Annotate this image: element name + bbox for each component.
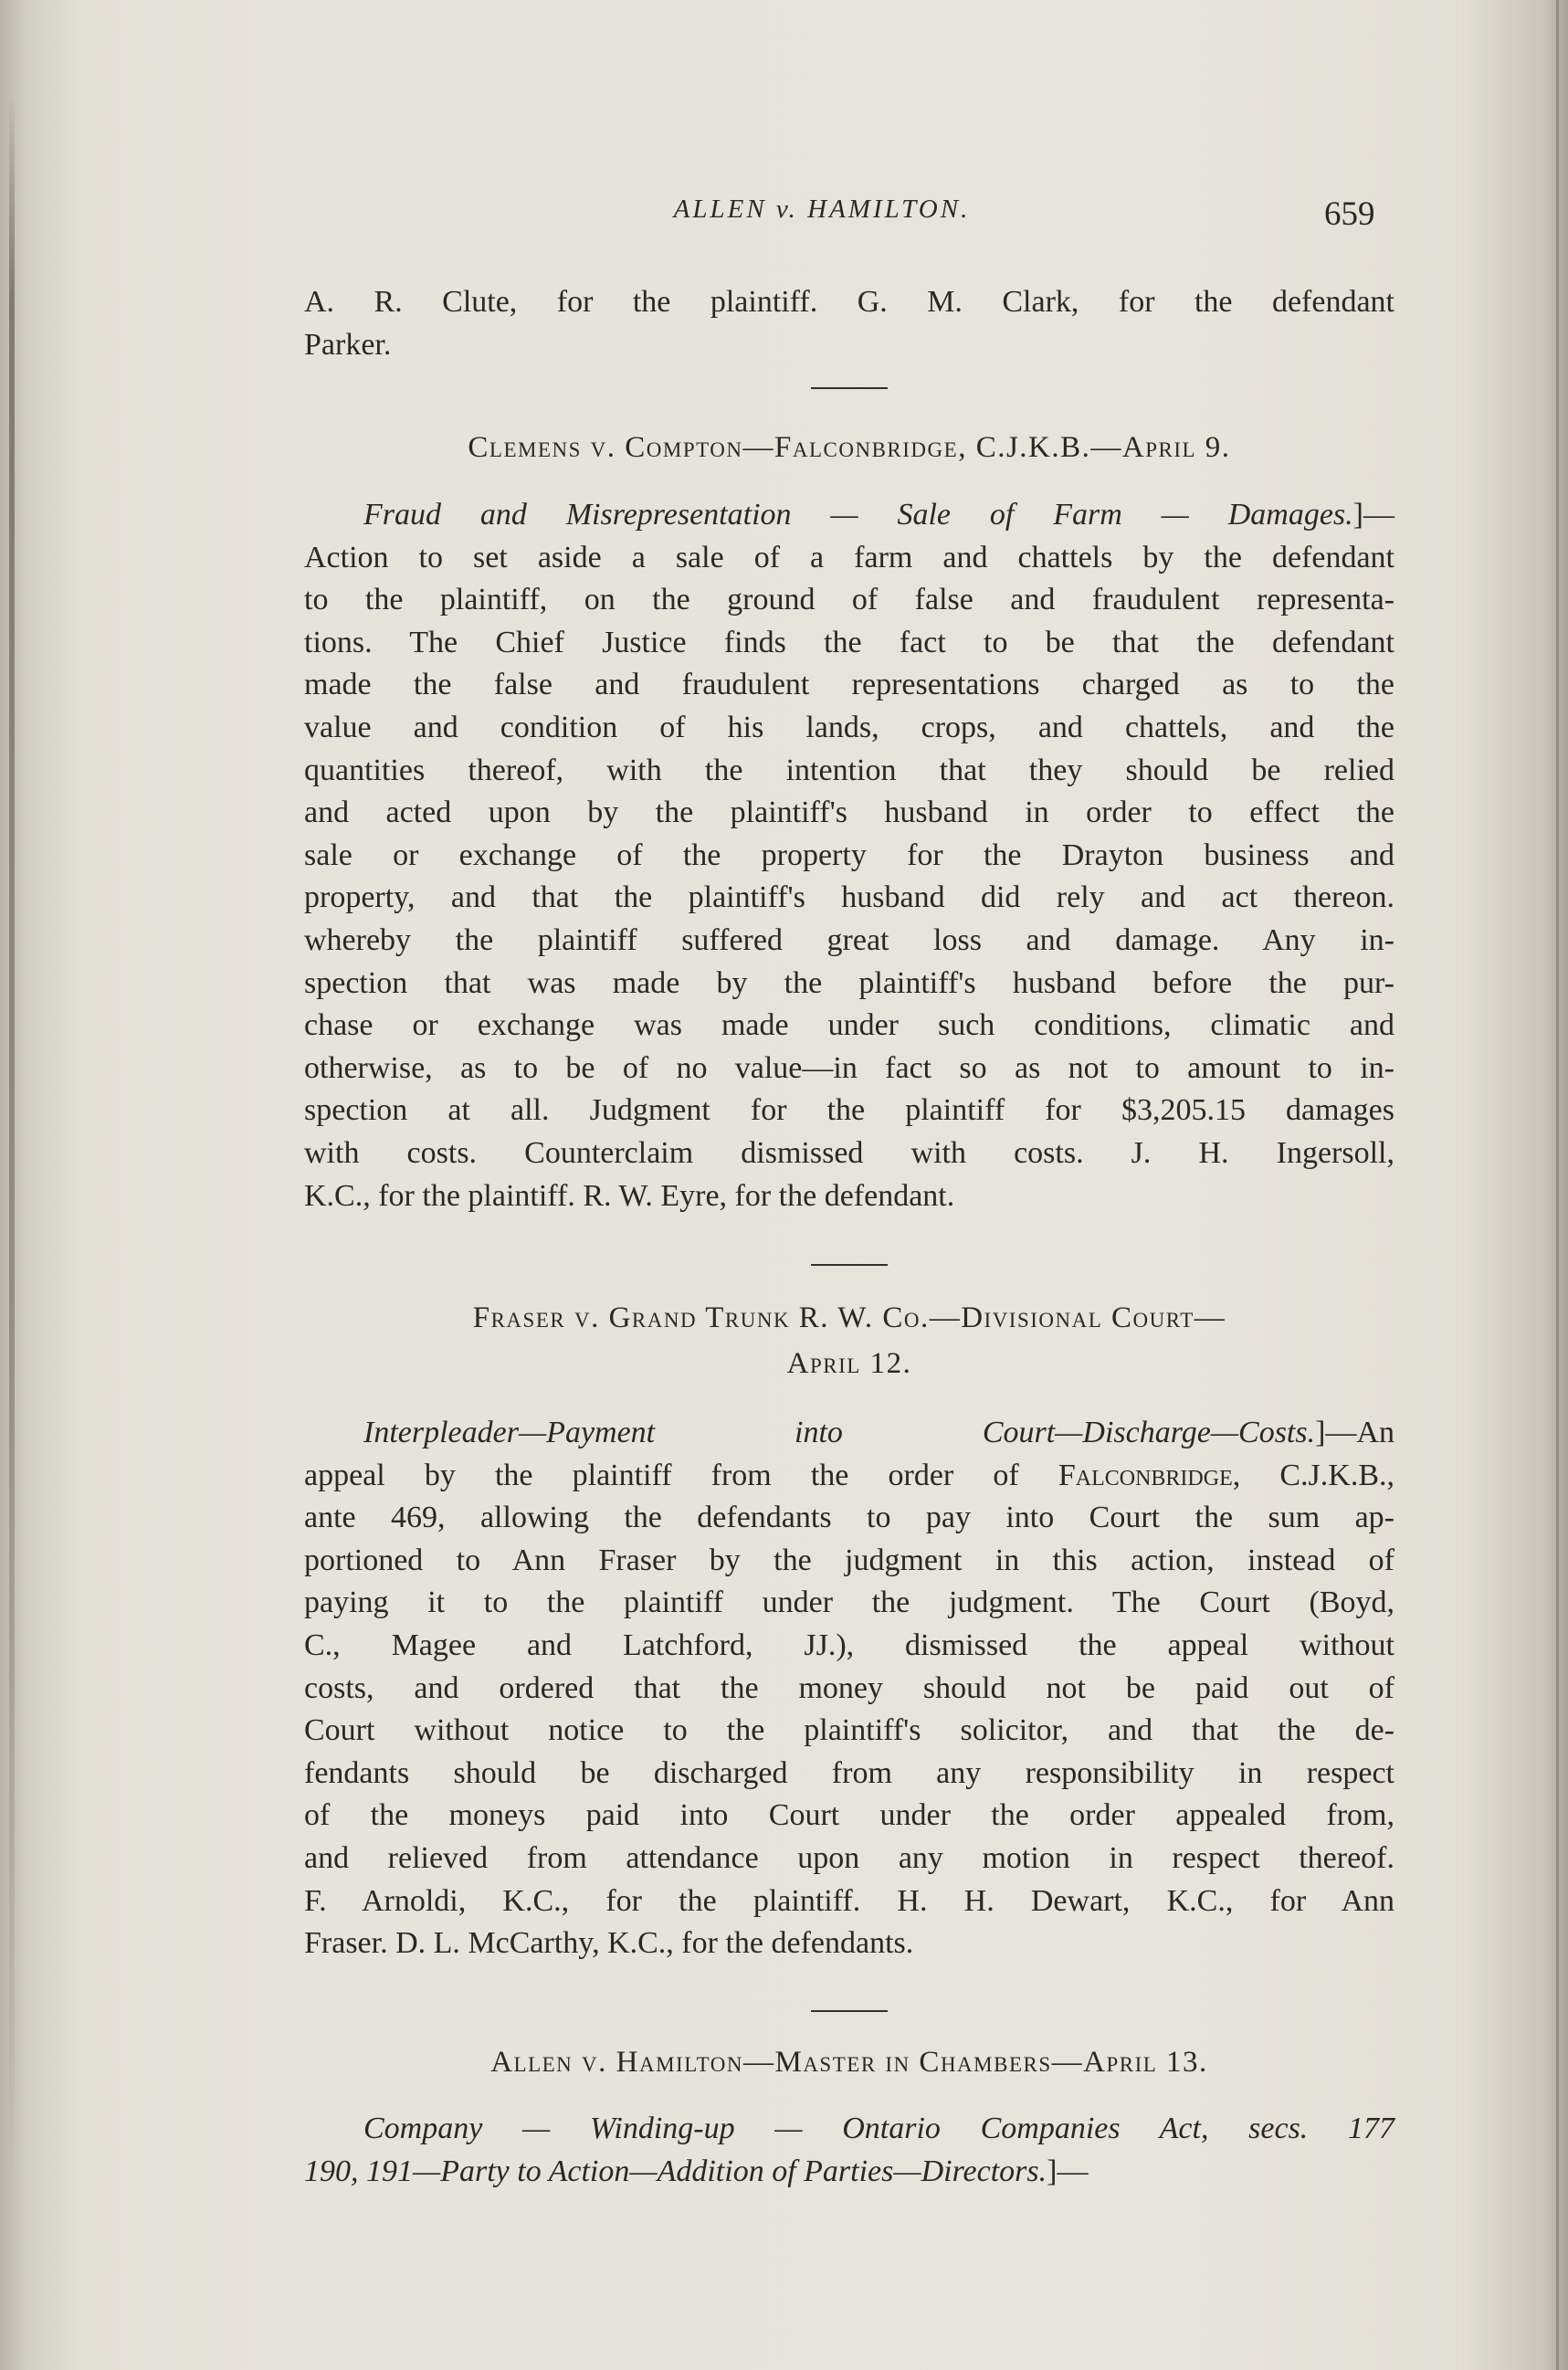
text-line: portioned to Ann Fraser by the judgment in this action, instead of bbox=[304, 1543, 1394, 1577]
page-number: 659 bbox=[1324, 195, 1375, 233]
text-line: costs, and ordered that the money should not be paid out of bbox=[304, 1670, 1394, 1705]
text-line bbox=[304, 1455, 1394, 1498]
text-line: and relieved from attendance upon any motion in respect thereof. bbox=[304, 1840, 1394, 1875]
catchwords-tail: ]—An bbox=[1315, 1416, 1394, 1449]
text-line: paying it to the plaintiff under the judgment. The Court (Boyd, bbox=[304, 1585, 1394, 1620]
text-line: tions. The Chief Justice finds the fact to be that the defendant bbox=[304, 625, 1394, 659]
catchwords-line bbox=[304, 2151, 1394, 2194]
text-line: fendants should be discharged from any responsibility in respect bbox=[304, 1755, 1394, 1790]
text-line: to the plaintiff, on the ground of false and fraudulent representa- bbox=[304, 583, 1394, 617]
catchwords-tail: ]— bbox=[1047, 2154, 1089, 2188]
text-line: Action to set aside a sale of a farm and chattels by the defendant bbox=[304, 540, 1394, 574]
text-line: C., Magee and Latchford, JJ.), dismissed the appeal without bbox=[304, 1627, 1394, 1662]
text-line: K.C., for the plaintiff. R. W. Eyre, for the defendant. bbox=[304, 1178, 955, 1213]
binding-shadow bbox=[9, 91, 15, 2192]
judge-name: Falconbridge bbox=[1058, 1458, 1233, 1492]
case-heading-allen: Allen v. Hamilton—Master in Chambers—April 13. bbox=[490, 2046, 1208, 2079]
catchwords: 190, 191—Party to Action—Addition of Parties—Directors. bbox=[304, 2154, 1047, 2188]
catchwords: Fraud and Misrepresentation — Sale of Farm — Damages. bbox=[363, 498, 1353, 532]
case-heading-fraser-date: April 12. bbox=[786, 1347, 912, 1380]
section-divider bbox=[811, 387, 888, 389]
text-line: property, and that the plaintiff's husband did rely and act thereon. bbox=[304, 880, 1394, 915]
text-line: sale or exchange of the property for the Drayton business and bbox=[304, 837, 1394, 872]
section-divider bbox=[811, 2010, 888, 2012]
text-line: spection at all. Judgment for the plaintiff for $3,205.15 damages bbox=[304, 1093, 1394, 1128]
section-divider bbox=[811, 1264, 888, 1266]
text-line: F. Arnoldi, K.C., for the plaintiff. H. H. Dewart, K.C., for Ann bbox=[304, 1883, 1394, 1918]
text-line: chase or exchange was made under such conditions, climatic and bbox=[304, 1008, 1394, 1043]
text-fragment: , C.J.K.B., bbox=[1232, 1458, 1394, 1492]
catchwords-tail: ]— bbox=[1352, 498, 1394, 532]
text-line: value and condition of his lands, crops, and chattels, and the bbox=[304, 710, 1394, 744]
text-line: ante 469, allowing the defendants to pay into Court the sum ap- bbox=[304, 1501, 1394, 1535]
text-line: with costs. Counterclaim dismissed with costs. J. H. Ingersoll, bbox=[304, 1135, 1394, 1170]
text-line: of the moneys paid into Court under the order appealed from, bbox=[304, 1798, 1394, 1833]
case-body-fraser bbox=[304, 1412, 1394, 1965]
text-line: otherwise, as to be of no value—in fact so as not to amount to in- bbox=[304, 1050, 1394, 1085]
catchwords: Company — Winding-up — Ontario Companies Act, secs. 177 bbox=[363, 2112, 1394, 2145]
catchwords: Interpleader—Payment into Court—Discharge—Costs. bbox=[363, 1416, 1316, 1449]
text-line: Parker. bbox=[304, 327, 392, 362]
text-line: made the false and fraudulent representations charged as to the bbox=[304, 668, 1394, 702]
case-heading-clemens: Clemens v. Compton—Falconbridge, C.J.K.B.—April 9. bbox=[468, 431, 1231, 464]
running-head: ALLEN v. HAMILTON. bbox=[673, 195, 971, 224]
page-edge bbox=[1556, 0, 1559, 2370]
case-heading-fraser: Fraser v. Grand Trunk R. W. Co.—Divisional Court— bbox=[472, 1301, 1226, 1334]
case-body-clemens bbox=[304, 494, 1394, 1217]
carryover-paragraph bbox=[304, 281, 1394, 366]
catchwords-line bbox=[304, 494, 1394, 537]
text-line: quantities thereof, with the intention that they should be relied bbox=[304, 753, 1394, 787]
text-line: and acted upon by the plaintiff's husband in order to effect the bbox=[304, 795, 1394, 830]
text-line: Court without notice to the plaintiff's solicitor, and that the de- bbox=[304, 1713, 1394, 1748]
text-line: A. R. Clute, for the plaintiff. G. M. Clark, for the defendant bbox=[304, 285, 1394, 319]
catchwords-line bbox=[304, 2108, 1394, 2151]
text-fragment: appeal by the plaintiff from the order of bbox=[304, 1458, 1058, 1492]
text-line: Fraser. D. L. McCarthy, K.C., for the defendants. bbox=[304, 1926, 914, 1961]
catchwords-line bbox=[304, 1412, 1394, 1455]
text-line: whereby the plaintiff suffered great loss and damage. Any in- bbox=[304, 922, 1394, 957]
case-body-allen bbox=[304, 2108, 1394, 2193]
text-line: spection that was made by the plaintiff's husband before the pur- bbox=[304, 965, 1394, 1000]
